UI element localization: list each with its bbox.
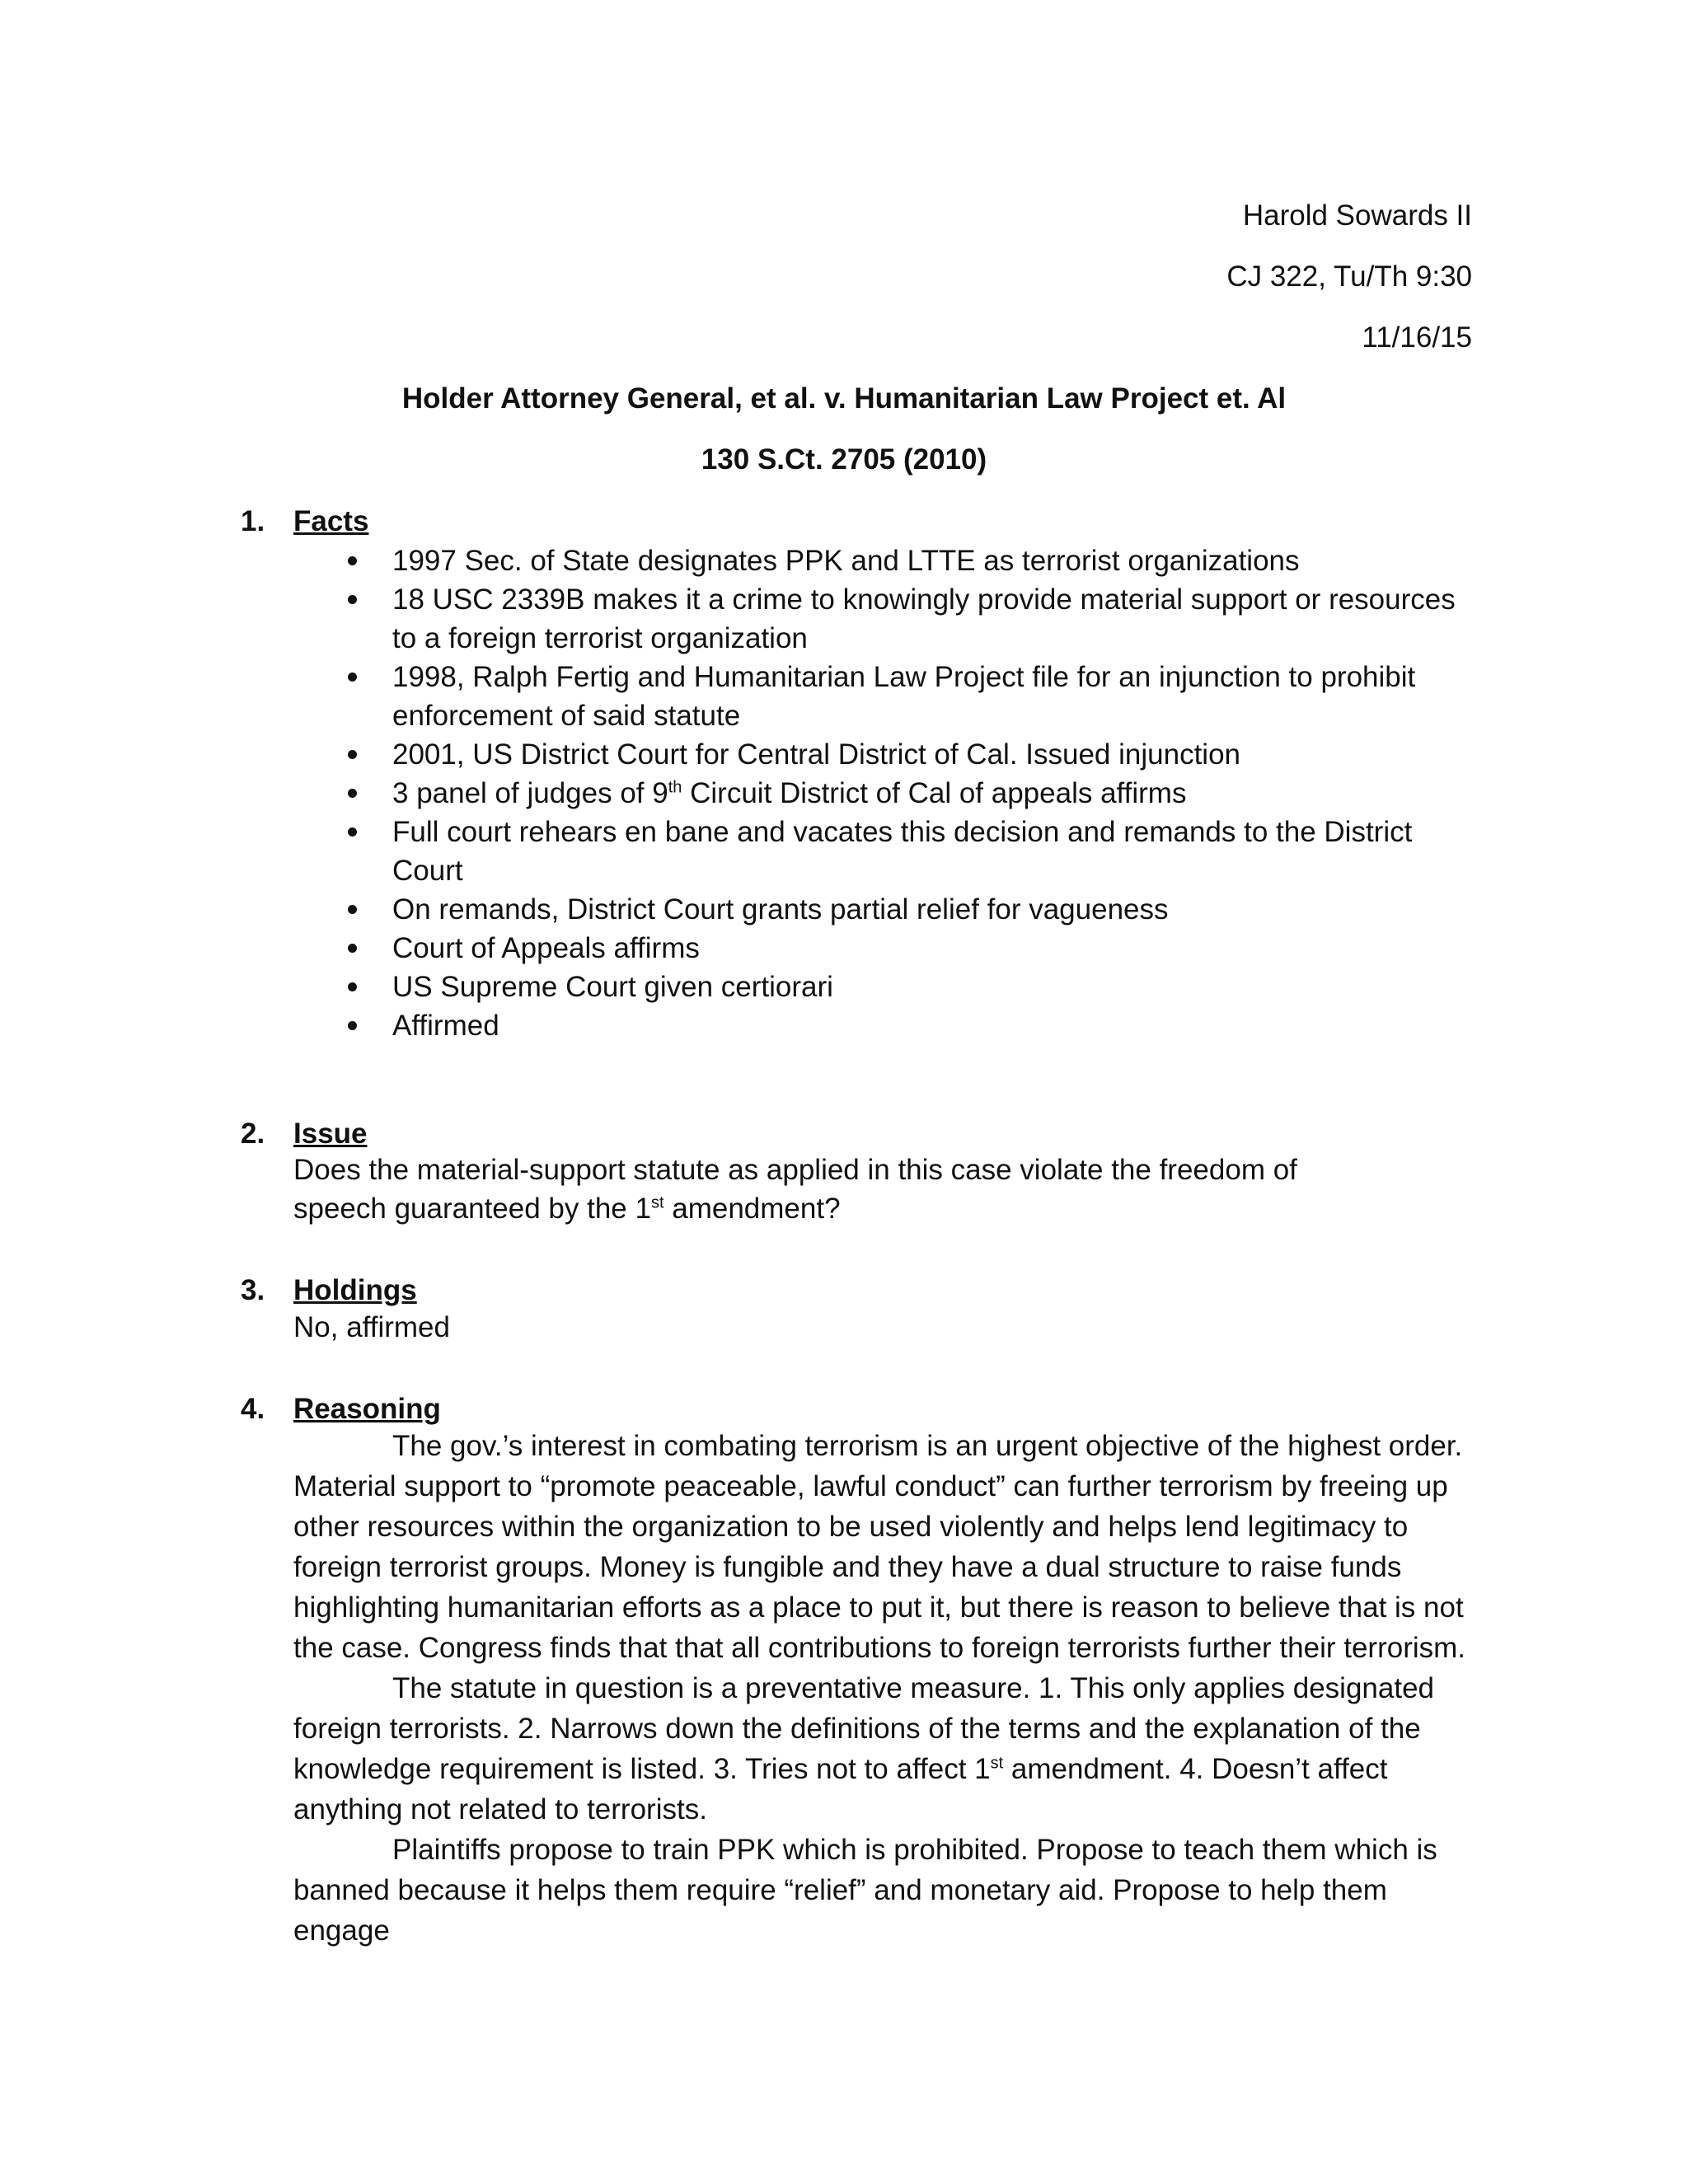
bullet-icon [348,827,357,837]
list-item: US Supreme Court given certiorari [293,968,1480,1006]
case-title: Holder Attorney General, et al. v. Humanitarian Law Project et. Al [401,382,1287,415]
issue-text: Does the material-support statute as applied in this case violate the freedom of speech guaranteed by the 1st amendment? [293,1154,1297,1225]
facts-list [293,541,1480,1045]
holdings-heading: Holdings [293,1274,417,1306]
list-item: 1998, Ralph Fertig and Humanitarian Law Project file for an injunction to prohibit enforcement of said statute [293,658,1480,735]
issue-heading: Issue [293,1118,368,1150]
reasoning-paragraph-1: The gov.’s interest in combating terrorism is an urgent objective of the highest order. Material support to “promote peaceable, lawful conduct” can further terrorism by freeing up other resources within the organization to be used violently and helps lend legitimacy to foreign terrorist groups. Money is fungible and they have a dual structure to raise funds highlighting humanitarian efforts as a place to put it, but there is reason to believe that is not the case. Congress finds that that all contributions to foreign terrorists further their terrorism. [293,1430,1466,1664]
reasoning-body [293,1426,1472,1951]
reasoning-paragraph-3: Plaintiffs propose to train PPK which is prohibited. Propose to teach them which is banned because it helps them require “relief” and monetary aid. Propose to help them engage [293,1834,1437,1947]
bullet-icon [348,750,357,759]
issue-number: 2. [241,1118,265,1150]
list-item: 1997 Sec. of State designates PPK and LTTE as terrorist organizations [293,541,1480,580]
bullet-icon [348,673,357,682]
list-item: 3 panel of judges of 9th Circuit District of Cal of appeals affirms [293,774,1480,813]
case-citation: 130 S.Ct. 2705 (2010) [701,443,987,476]
bullet-icon [348,905,357,914]
facts-heading: Facts [293,505,369,537]
course-info: CJ 322, Tu/Th 9:30 [1226,260,1472,293]
document-date: 11/16/15 [1362,321,1472,354]
reasoning-heading: Reasoning [293,1393,441,1425]
list-item: On remands, District Court grants partial relief for vagueness [293,890,1480,929]
holdings-text: No, affirmed [293,1311,450,1343]
list-item: 18 USC 2339B makes it a crime to knowingly provide material support or resources to a foreign terrorist organization [293,580,1480,658]
bullet-icon [348,944,357,953]
list-item: Court of Appeals affirms [293,929,1480,968]
author-name: Harold Sowards II [1242,199,1472,232]
bullet-icon [348,982,357,991]
facts-number: 1. [241,505,265,537]
list-item: 2001, US District Court for Central District of Cal. Issued injunction [293,735,1480,774]
bullet-icon [348,556,357,565]
bullet-icon [348,1021,357,1030]
bullet-icon [348,789,357,798]
bullet-icon [348,595,357,604]
list-item: Affirmed [293,1006,1480,1045]
holdings-number: 3. [241,1274,265,1306]
reasoning-number: 4. [241,1393,265,1425]
reasoning-paragraph-2: The statute in question is a preventative measure. 1. This only applies designated foreign terrorists. 2. Narrows down the definitions of the terms and the explanation of the knowledge requirement is listed. 3. Tries not to affect 1st amendment. 4. Doesn’t affect anything not related to terrorists. [293,1672,1434,1825]
list-item: Full court rehears en bane and vacates this decision and remands to the District Court [293,813,1480,890]
